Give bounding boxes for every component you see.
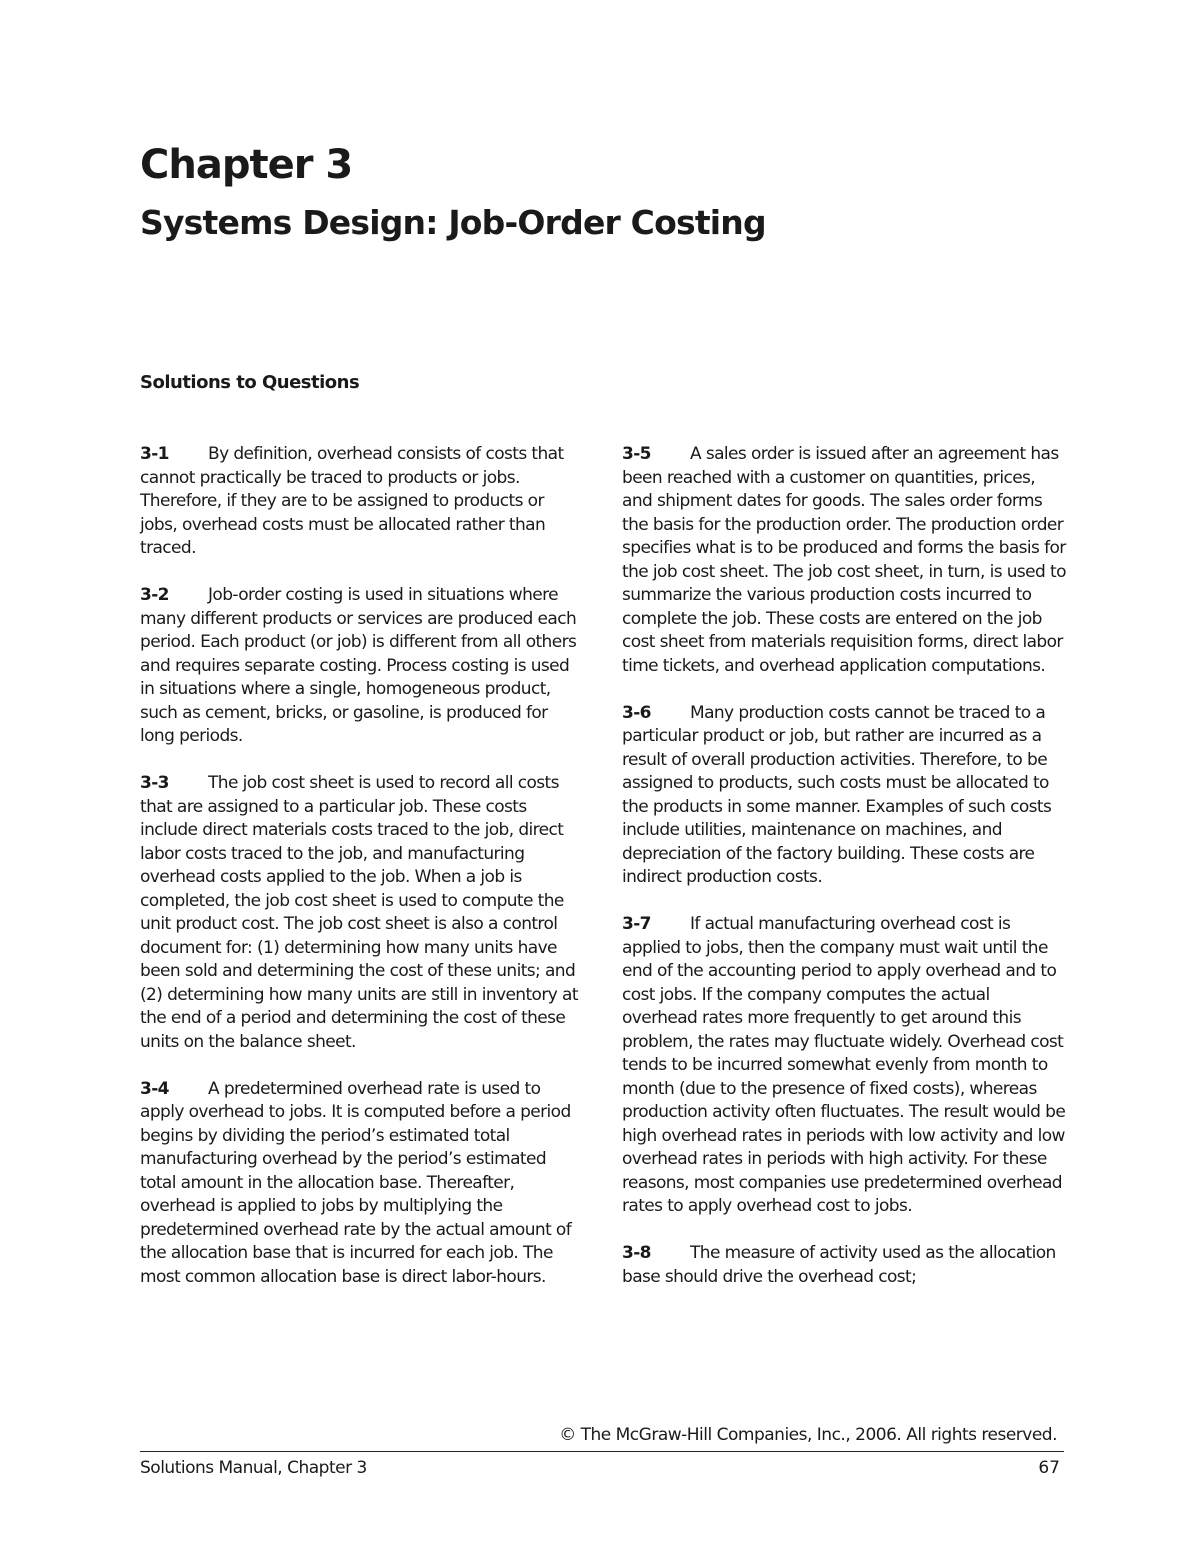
answer-text: The measure of activity used as the allocation base should drive the overhead cost; <box>622 1243 1056 1287</box>
question-number: 3-2 <box>140 585 169 605</box>
answer-3-3 <box>140 772 585 1054</box>
page-number: 67 <box>1038 1458 1060 1478</box>
answer-3-6 <box>622 702 1067 890</box>
answer-3-7 <box>622 913 1067 1219</box>
question-number: 3-6 <box>622 702 651 723</box>
answer-text: A sales order is issued after an agreement has been reached with a customer on quantities, prices, and shipment dates for goods. The sales order forms the basis for the production order. The production order specifies what is to be produced and forms the basis for the job cost sheet. The job cost sheet, in turn, is used to summarize the various production costs incurred to complete the job. These costs are entered on the job cost sheet from materials requisition forms, direct labor time tickets, and overhead application computations. <box>622 444 1066 676</box>
question-number: 3-4 <box>140 1078 169 1099</box>
question-number: 3-7 <box>622 914 651 934</box>
answer-3-8 <box>622 1242 1067 1289</box>
answer-3-5 <box>622 443 1067 678</box>
footer-divider <box>140 1451 1064 1452</box>
chapter-subtitle: Systems Design: Job-Order Costing <box>140 203 766 242</box>
question-number: 3-8 <box>622 1243 651 1263</box>
answer-text: Many production costs cannot be traced to a particular product or job, but rather are incurred as a result of overall production activities. Therefore, to be assigned to products, such costs must be allocated to the products in some manner. Examples of such costs include utilities, maintenance on machines, and depreciation of the factory building. These costs are indirect production costs. <box>622 702 1052 887</box>
question-number: 3-1 <box>140 444 169 464</box>
answer-text: Job-order costing is used in situations where many different products or services are produced each period. Each product (or job) is different from all others and requires separate costing. Process costing is used in situations where a single, homogeneous product, such as cement, bricks, or gasoline, is produced for long periods. <box>140 585 577 746</box>
answer-3-1 <box>140 443 585 561</box>
question-number: 3-5 <box>622 444 651 464</box>
answer-3-4 <box>140 1078 585 1290</box>
answer-text: The job cost sheet is used to record all costs that are assigned to a particular job. These costs include direct materials costs traced to the job, direct labor costs traced to the job, and manufacturing overhead costs applied to the job. When a job is completed, the job cost sheet is used to compute the unit product cost. The job cost sheet is also a control document for: (1) determining how many units have been sold and determining the cost of these units; and (2) determining how many units are still in inventory at the end of a period and determining the cost of these units on the balance sheet. <box>140 773 578 1052</box>
right-column <box>622 443 1067 1313</box>
footer-title: Solutions Manual, Chapter 3 <box>140 1458 367 1478</box>
answer-3-2 <box>140 584 585 749</box>
chapter-title: Chapter 3 <box>140 142 353 188</box>
answer-text: If actual manufacturing overhead cost is applied to jobs, then the company must wait until the end of the accounting period to apply overhead and to cost jobs. If the company computes the actual overhead rates more frequently to get around this problem, the rates may fluctuate widely. Overhead cost tends to be incurred somewhat evenly from month to month (due to the presence of fixed costs), whereas production activity often fluctuates. The result would be high overhead rates in periods with low activity and low overhead rates in periods with high activity. For these reasons, most companies use predetermined overhead rates to apply overhead cost to jobs. <box>622 914 1066 1216</box>
answer-text: By definition, overhead consists of costs that cannot practically be traced to products or jobs. Therefore, if they are to be assigned to products or jobs, overhead costs must be allocated rather than traced. <box>140 444 564 558</box>
question-number: 3-3 <box>140 773 169 793</box>
answer-text: A predetermined overhead rate is used to apply overhead to jobs. It is computed before a period begins by dividing the period’s estimated total manufacturing overhead by the period’s estimated total amount in the allocation base. Thereafter, overhead is applied to jobs by multiplying the predetermined overhead rate by the actual amount of the allocation base that is incurred for each job. The most common allocation base is direct labor-hours. <box>140 1078 572 1287</box>
left-column <box>140 443 585 1313</box>
copyright-notice: © The McGraw-Hill Companies, Inc., 2006. All rights reserved. <box>559 1425 1057 1445</box>
section-heading: Solutions to Questions <box>140 372 360 393</box>
